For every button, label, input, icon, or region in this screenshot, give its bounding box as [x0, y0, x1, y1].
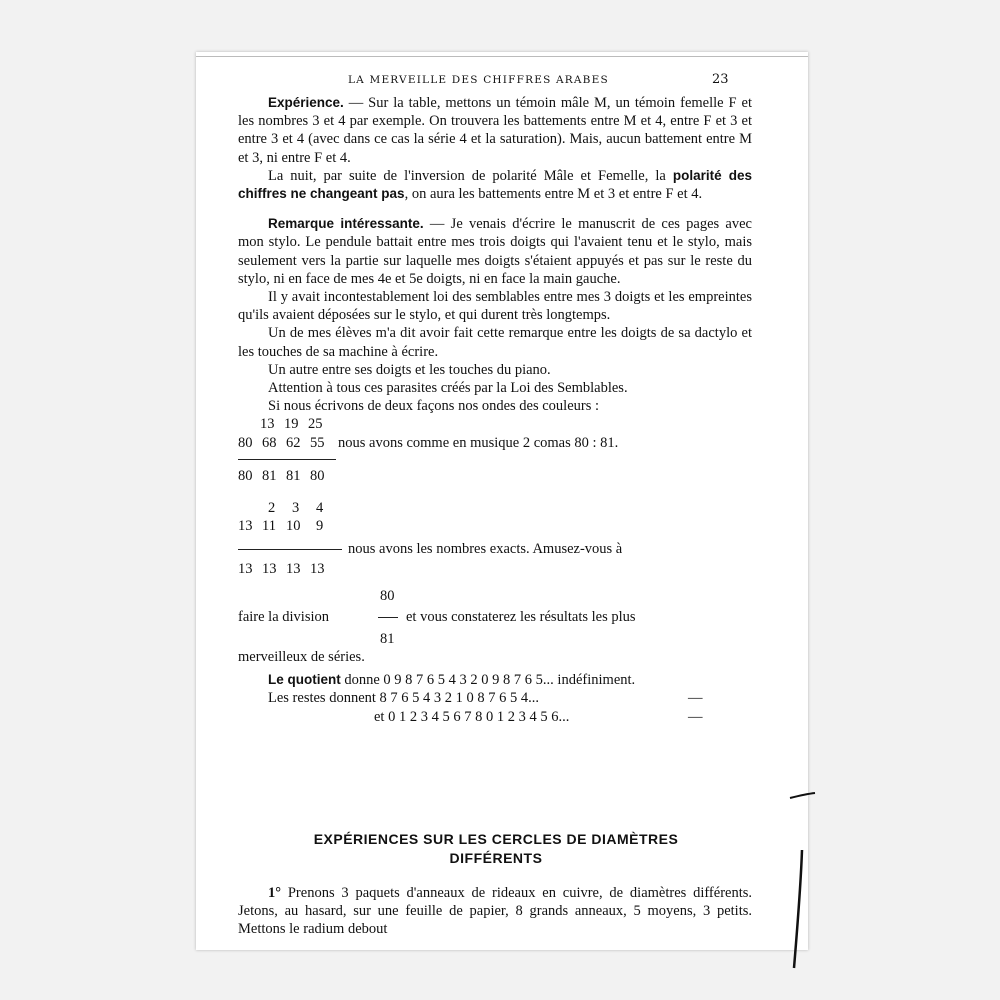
main-text	[238, 94, 752, 726]
fraction2-rule	[238, 549, 342, 550]
fraction2-middle: 13 11 10 9	[238, 518, 324, 535]
paragraph-semblables: Il y avait incontestablement loi des semblables entre mes 3 doigts et les empreintes qu'ils avaient déposées sur le stylo, et qui durent très longtemps.	[238, 289, 752, 324]
division-row	[238, 608, 752, 627]
fraction1-denominators: 80 68 62 55 nous avons comme en musique 2 comas 80 : 81.	[238, 434, 619, 451]
remarque-paragraph	[238, 215, 752, 288]
division-rule	[378, 617, 398, 618]
fraction2-numerators: 2 3 4	[268, 499, 324, 516]
remarque-label: Remarque intéressante.	[268, 216, 424, 232]
top-rule	[196, 56, 808, 57]
running-head: LA MERVEILLE DES CHIFFRES ARABES	[348, 74, 609, 86]
fraction2-text: nous avons les nombres exacts. Amusez-vous à	[348, 540, 623, 557]
paragraph-marker: 1°	[268, 885, 282, 901]
fraction2-bottom: 13 13 13 13	[238, 561, 325, 578]
quotient-block	[268, 671, 752, 727]
division-after: et vous constaterez les résultats les plus	[406, 609, 636, 626]
fraction1-bottom: 80 81 81 80	[238, 468, 325, 485]
experience-text: — Sur la table, mettons un témoin mâle M, un témoin femelle F et les nombres 3 et 4 par exemple. On trouvera les battements entre M et 4, entre F et 3 et entre 3 et 4 (avec dans ce cas la série 4 et la saturation). Mais, aucun battement entre M et 3, ni entre F et 4.	[238, 95, 752, 166]
fraction1-text: nous avons comme en musique 2 comas 80 : 81.	[338, 434, 619, 451]
division-denominator-row: 81	[380, 630, 395, 647]
polarity-bold: polarité des chiffres ne changeant pas	[238, 167, 752, 202]
division-numerator-row: 80	[380, 587, 395, 604]
division-end: merveilleux de séries.	[238, 649, 365, 666]
fraction2-rule-line	[238, 540, 752, 559]
paragraph-couleurs: Si nous écrivons de deux façons nos ondes des couleurs :	[268, 398, 600, 415]
paragraph-dactylo: Un de mes élèves m'a dit avoir fait cette remarque entre les doigts de sa dactylo et les touches de sa machine à écrire.	[238, 325, 752, 360]
ink-pen-mark	[788, 790, 816, 970]
polarity-paragraph: La nuit, par suite de l'inversion de polarité Mâle et Femelle, la polarité des chiffres ne changeant pas, on aura les battements entre M et 3 et entre F et 4.	[238, 167, 752, 203]
page-number: 23	[712, 72, 729, 87]
fraction1-numerators: 13 19 25	[260, 416, 323, 433]
book-page	[196, 52, 808, 950]
experience-label: Expérience.	[268, 95, 344, 110]
fraction1-rule	[238, 459, 336, 460]
section-paragraph: 1° Prenons 3 paquets d'anneaux de rideaux en cuivre, de diamètres différents. Jetons, au hasard, sur une feuille de papier, 8 grands anneaux, 5 moyens, 3 petits. Mettons le radium debout	[238, 885, 752, 938]
paragraph-parasites: Attention à tous ces parasites créés par la Loi des Semblables.	[268, 380, 628, 397]
quotient-label: Le quotient	[268, 671, 341, 687]
restes-line-2: et 0 1 2 3 4 5 6 7 8 0 1 2 3 4 5 6... —	[374, 708, 703, 725]
remarque-text: — Je venais d'écrire le manuscrit de ces pages avec mon stylo. Le pendule battait entre mes trois doigts qui l'avaient tenu et le stylo, mais seulement vers la partie sur laquelle mes doigts s'étaient appuyés et pas sur le reste du stylo, ni en face de mes 4e et 5e doigts, ni en face la main gauche.	[238, 216, 752, 287]
division-before: faire la division	[238, 609, 330, 626]
experience-paragraph	[238, 94, 752, 167]
section-title: EXPÉRIENCES SUR LES CERCLES DE DIAMÈTRES DIFFÉRENTS	[313, 831, 679, 866]
paragraph-piano: Un autre entre ses doigts et les touches du piano.	[268, 361, 551, 378]
restes-line: Les restes donnent 8 7 6 5 4 3 2 1 0 8 7 6 5 4... —	[268, 690, 703, 707]
quotient-line: Le quotient donne 0 9 8 7 6 5 4 3 2 0 9 8 7 6 5... indéfiniment.	[268, 671, 636, 688]
